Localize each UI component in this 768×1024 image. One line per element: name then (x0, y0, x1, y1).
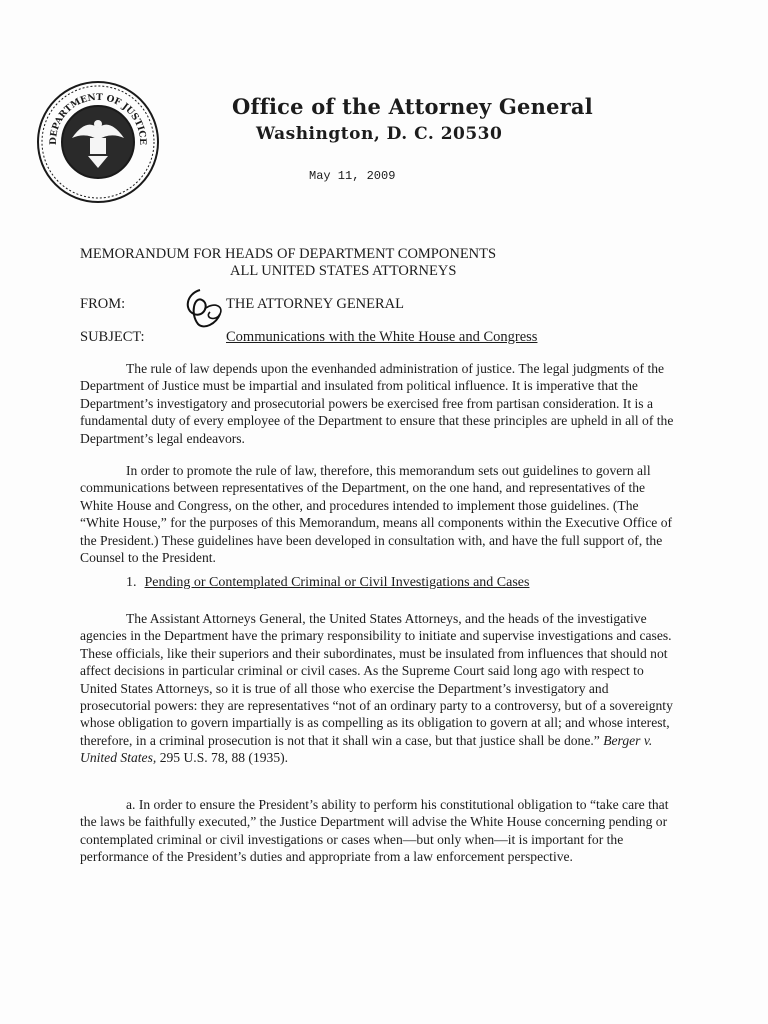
paragraph-3-text: The Assistant Attorneys General, the United States Attorneys, and the heads of the investigative agencies in the Department have the primary responsibility to initiate and supervise investigations and cases. These officials, like their superiors and their subordinates, must be insulated from influences that should not affect decisions in particular criminal or civil cases. As the Supreme Court said long ago with respect to United States Attorneys, so it is true of all those who exercise the Department’s investigatory and prosecutorial powers: they are representatives “not of an ordinary party to a controversy, but of a sovereignty whose obligation to govern impartially is as compelling as its obligation to govern at all; and whose interest, therefore, in a criminal prosecution is not that it shall win a case, but that justice shall be done.” (80, 611, 673, 748)
paragraph-2 (80, 462, 680, 566)
paragraph-3 (80, 610, 680, 767)
paragraph-4-text: a. In order to ensure the President’s ability to perform his constitutional obligation to “take care that the laws be faithfully executed,” the Justice Department will advise the White House concerning pending or contemplated criminal or civil investigations or cases when—but only when—it is important for the performance of the President’s duties and appropriate from a law enforcement perspective. (80, 797, 669, 865)
office-title: Office of the Attorney General (232, 94, 593, 119)
svg-text:DEPARTMENT OF JUSTICE: DEPARTMENT OF JUSTICE (48, 92, 148, 146)
section-1-heading (126, 575, 529, 591)
doj-seal-icon (36, 80, 160, 204)
case-citation-reference: 295 U.S. 78, 88 (1935). (159, 750, 289, 766)
memo-addressee-line1: MEMORANDUM FOR HEADS OF DEPARTMENT COMPONENTS (80, 246, 497, 262)
section-1-title: Pending or Contemplated Criminal or Civil Investigations and Cases (144, 575, 530, 590)
paragraph-3-body (80, 610, 680, 767)
signature-initials (180, 284, 230, 332)
paragraph-2-text: In order to promote the rule of law, therefore, this memorandum sets out guidelines to govern all communications between representatives of the Department, on the one hand, and representatives of the White House and Congress, on the other, and procedures intended to implement those guidelines. (The “White House,” for the purposes of this Memorandum, means all components within the Executive Office of the President.) These guidelines have been developed in consultation with, and have the full support of, the Counsel to the President. (80, 463, 673, 566)
from-value: THE ATTORNEY GENERAL (226, 296, 405, 312)
section-1-number: 1. (126, 575, 137, 590)
subject-label: SUBJECT: (80, 329, 145, 345)
paragraph-1 (80, 360, 680, 447)
paragraph-4 (80, 796, 680, 866)
memo-date: May 11, 2009 (309, 169, 396, 183)
paragraph-1-text: The rule of law depends upon the evenhanded administration of justice. The legal judgments of the Department of Justice must be impartial and insulated from political influence. It is imperative that the Department’s investigatory and prosecutorial powers be exercised free from partisan consideration. It is a fundamental duty of every employee of the Department to ensure that these principles are upheld in all of the Department’s legal endeavors. (80, 361, 674, 446)
memo-addressee-line2: ALL UNITED STATES ATTORNEYS (230, 263, 457, 279)
case-citation-name: Berger v. United States, (80, 732, 653, 766)
from-label: FROM: (80, 296, 126, 312)
subject-value: Communications with the White House and Congress (226, 329, 538, 345)
office-address: Washington, D. C. 20530 (256, 124, 503, 144)
